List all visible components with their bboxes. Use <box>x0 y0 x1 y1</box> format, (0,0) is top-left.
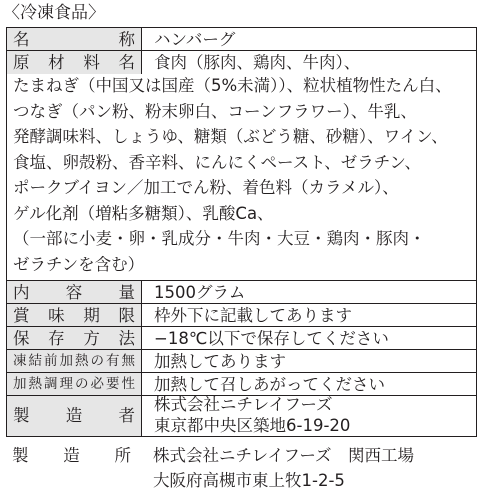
frozen-food-header: 〈冷凍食品〉 <box>3 3 105 23</box>
name-label: 名称 <box>13 30 135 49</box>
manufacturer-row <box>7 396 476 436</box>
preheat-row <box>7 350 476 373</box>
cooking-value: 加熱して召しあがってください <box>154 375 385 394</box>
preheat-value: 加熱してあります <box>154 352 286 371</box>
factory-name: 株式会社ニチレイフーズ 関西工場 <box>153 446 415 465</box>
manufacturer-address: 東京都中央区築地6-19-20 <box>154 416 351 435</box>
ingredients-line: 食塩、卵殻粉、香辛料、にんにくペースト、ゼラチン、 <box>13 152 422 172</box>
expiry-value: 枠外下に記載してあります <box>154 306 352 325</box>
cooking-label: 加熱調理の必要性 <box>13 376 135 392</box>
preheat-label: 凍結前加熱の有無 <box>13 353 135 369</box>
storage-label: 保存方法 <box>13 329 135 348</box>
storage-value: −18℃以下で保存してください <box>154 329 389 348</box>
content-value: 1500グラム <box>154 283 246 302</box>
name-row <box>7 28 476 51</box>
ingredients-first-line: 食肉（豚肉、鶏肉、牛肉）、 <box>154 53 361 72</box>
ingredients-line: （一部に小麦・卵・乳成分・牛肉・大豆・鶏肉・豚肉・ <box>13 229 426 248</box>
food-label-table <box>6 27 477 437</box>
ingredients-label: 原材料名 <box>13 53 135 72</box>
factory-label: 製造所 <box>12 446 131 465</box>
content-row <box>7 281 476 304</box>
expiry-label: 賞味期限 <box>13 306 135 325</box>
name-value: ハンバーグ <box>154 30 236 49</box>
ingredients-line: 発酵調味料、しょうゆ、糖類（ぶどう糖、砂糖）、ワイン、 <box>13 127 448 146</box>
factory-address: 大阪府高槻市東上牧1-2-5 <box>153 471 345 490</box>
ingredients-line: たまねぎ（中国又は国産（5%未満））、粒状植物性たん白、 <box>13 76 452 95</box>
expiry-row <box>7 304 476 327</box>
ingredients-line: ゼラチンを含む） <box>13 254 145 274</box>
manufacturer-name: 株式会社ニチレイフーズ <box>154 395 333 414</box>
ingredients-line: ゲル化剤（増粘多糖類）、乳酸Ca、 <box>13 203 274 223</box>
storage-row <box>7 327 476 350</box>
ingredients-row <box>7 51 476 281</box>
ingredients-line: つなぎ（パン粉、粉末卵白、コーンフラワー）、牛乳、 <box>13 101 417 121</box>
manufacturer-label: 製造者 <box>13 406 135 425</box>
content-label: 内容量 <box>13 283 135 302</box>
factory-section <box>6 440 477 500</box>
ingredients-line: ポークブイヨン／加工でん粉、着色料（カラメル）、 <box>13 178 399 197</box>
